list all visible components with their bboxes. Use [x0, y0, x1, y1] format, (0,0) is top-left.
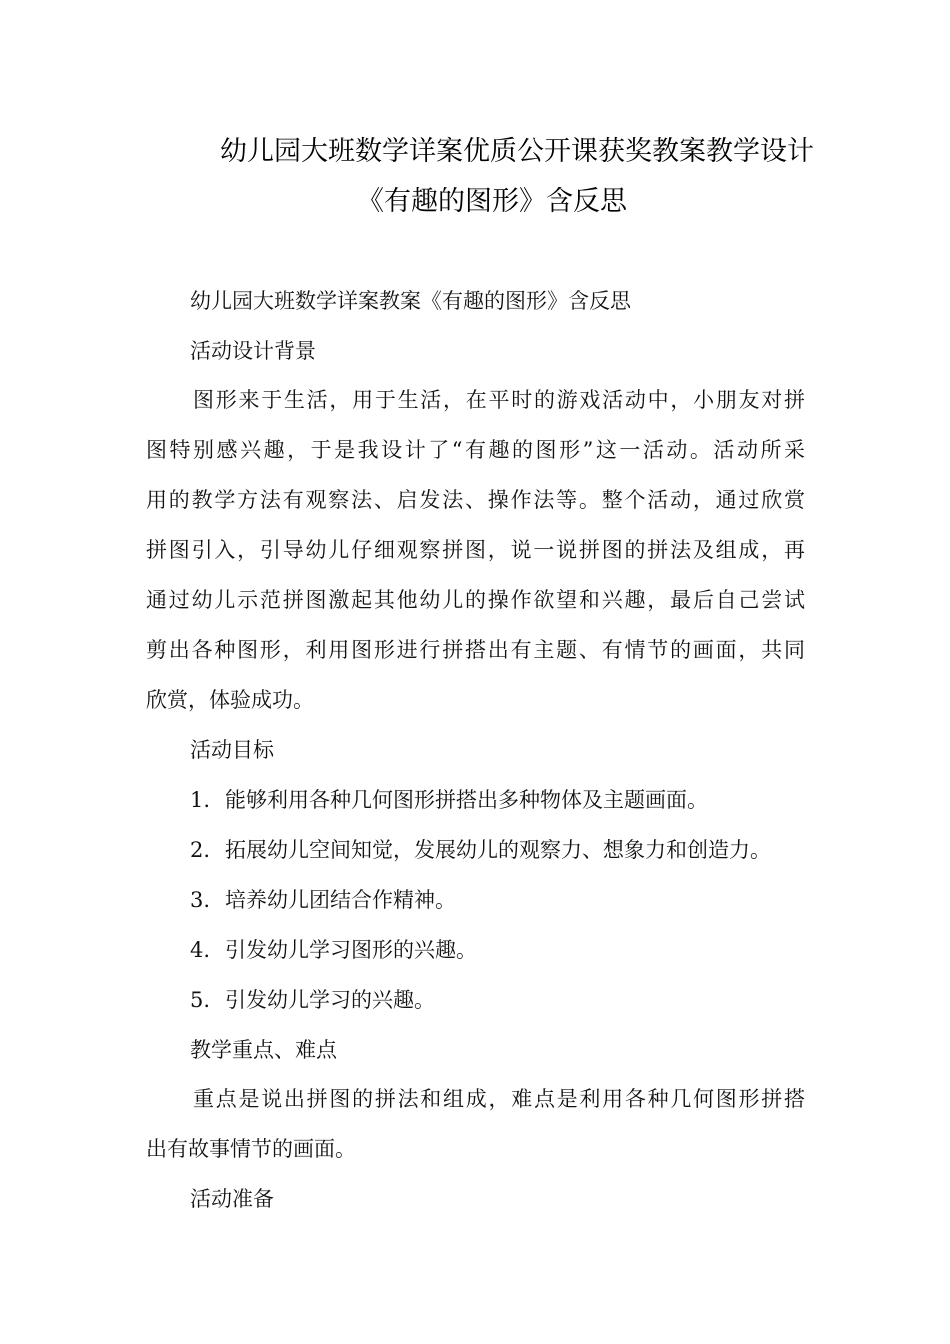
list-item-text: 拓展幼儿空间知觉，发展幼儿的观察力、想象力和创造力。	[225, 838, 771, 862]
list-item-number: 5.	[190, 988, 211, 1012]
section-heading-goals: 活动目标	[190, 738, 274, 762]
paragraph-line: 欣赏，体验成功。	[146, 688, 314, 712]
paragraph-line: 剪出各种图形，利用图形进行拼搭出有主题、有情节的画面，共同	[146, 638, 805, 662]
document-title-line-1: 幼儿园大班数学详案优质公开课获奖教案教学设计	[220, 136, 814, 167]
list-item	[190, 786, 708, 814]
document-title-line-2: 《有趣的图形》含反思	[357, 186, 627, 217]
list-item-number: 1.	[190, 788, 211, 812]
paragraph-line: 拼图引入，引导幼儿仔细观察拼图，说一说拼图的拼法及组成，再	[146, 538, 805, 562]
section-heading-key-points: 教学重点、难点	[190, 1038, 337, 1062]
list-item-text: 能够利用各种几何图形拼搭出多种物体及主题画面。	[225, 788, 708, 812]
paragraph-line: 图特别感兴趣，于是我设计了“有趣的图形”这一活动。活动所采	[146, 438, 805, 462]
list-item	[190, 836, 771, 864]
section-heading-background: 活动设计背景	[190, 339, 316, 363]
list-item-text: 引发幼儿学习图形的兴趣。	[225, 938, 477, 962]
list-item	[190, 936, 477, 964]
paragraph-line: 通过幼儿示范拼图激起其他幼儿的操作欲望和兴趣，最后自己尝试	[146, 588, 805, 612]
list-item-text: 引发幼儿学习的兴趣。	[225, 988, 435, 1012]
section-heading-preparation: 活动准备	[190, 1187, 274, 1211]
list-item-number: 4.	[190, 938, 211, 962]
paragraph-line: 用的教学方法有观察法、启发法、操作法等。整个活动，通过欣赏	[146, 488, 805, 512]
list-item	[190, 986, 435, 1014]
paragraph-line: 重点是说出拼图的拼法和组成，难点是利用各种几何图形拼搭	[193, 1087, 805, 1111]
paragraph-line: 图形来于生活，用于生活，在平时的游戏活动中，小朋友对拼	[193, 388, 805, 412]
paragraph-line: 出有故事情节的画面。	[146, 1137, 356, 1161]
list-item-number: 2.	[190, 838, 211, 862]
document-subtitle: 幼儿园大班数学详案教案《有趣的图形》含反思	[190, 289, 631, 313]
list-item-text: 培养幼儿团结合作精神。	[225, 888, 456, 912]
list-item-number: 3.	[190, 888, 211, 912]
list-item	[190, 886, 456, 914]
